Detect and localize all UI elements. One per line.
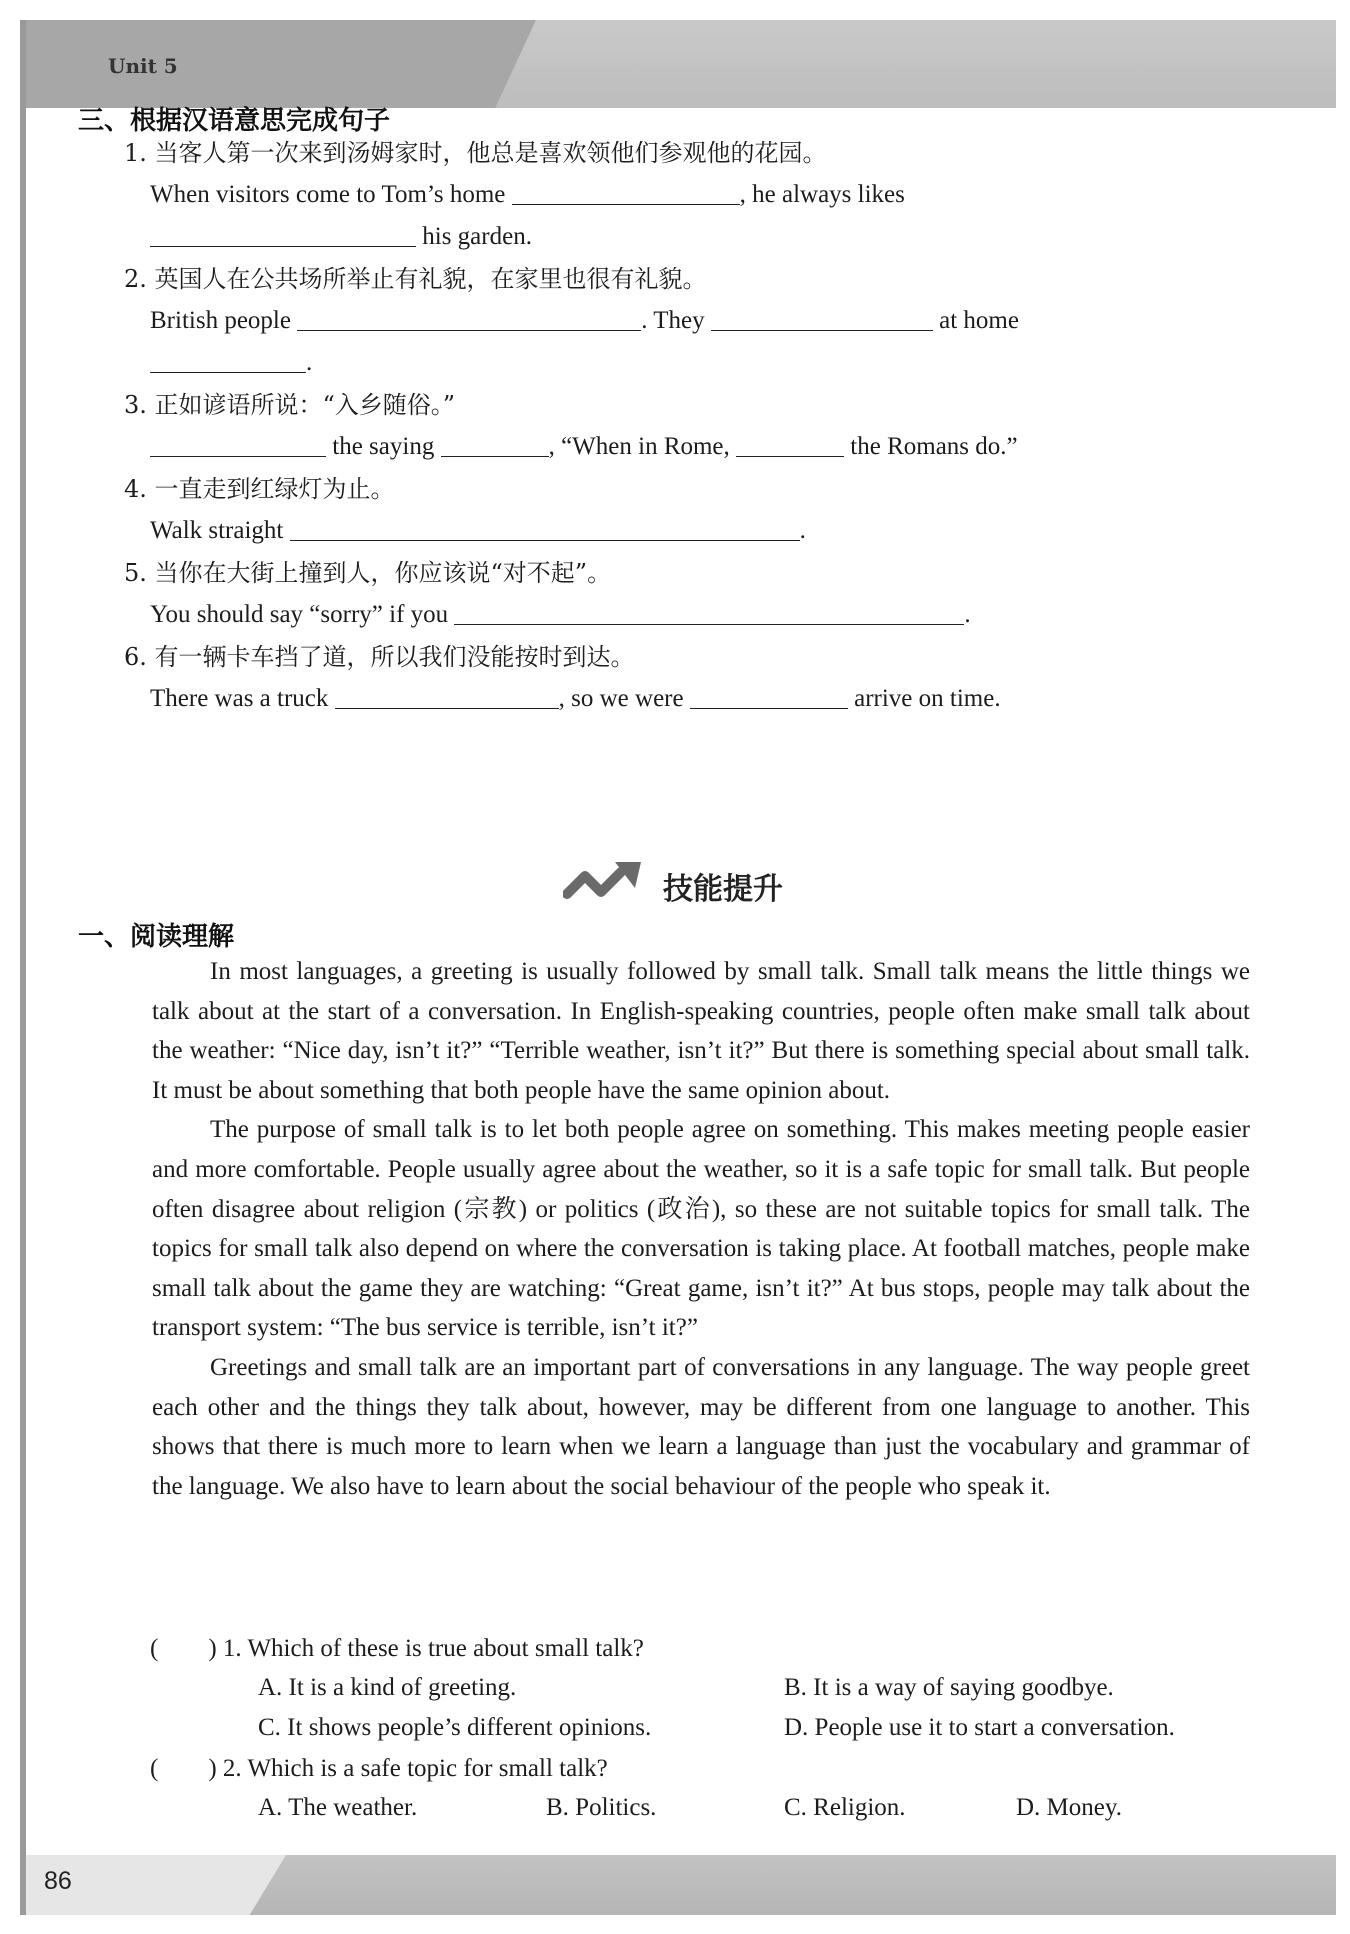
q5-text-b: .: [964, 601, 971, 628]
q6-english-line1: [150, 684, 1001, 714]
passage-paragraph: In most languages, a greeting is usually followed by small talk. Small talk means the little things we talk about at the start of a conversation. In English-speaking countries, people often make small talk about the weather: “Nice day, isn’t it?” “Terrible weather, isn’t it?” But there is something special about small talk. It must be about something that both people have the same opinion about.: [152, 958, 1250, 1104]
passage-paragraph: The purpose of small talk is to let both people agree on something. This makes meeting people easier and more comfortable. People usually agree about the weather, so it is a safe topic for small talk. But people often disagree about religion (宗教) or politics (政治), so these are not suitable topics for small talk. The topics for small talk also depend on where the conversation is taking place. At football matches, people make small talk about the game they are watching: “Great game, isn’t it?” At bus stops, people may talk about the transport system: “The bus service is terrible, isn’t it?”: [152, 1116, 1250, 1342]
q1-english-line2: [150, 222, 532, 252]
q2-english-line1: [150, 306, 1019, 336]
header-band: [26, 20, 1336, 108]
reading-passage: [152, 952, 1250, 1506]
header-accent: [26, 20, 536, 108]
q3-blank-2[interactable]: [441, 432, 549, 457]
question-1-option-a[interactable]: A. It is a kind of greeting.: [258, 1674, 517, 1701]
q2-text-c: at home: [939, 307, 1019, 334]
reading-title: 一、阅读理解: [78, 922, 235, 952]
q1-text-b: , he always likes: [739, 181, 905, 208]
q3-text-c: the Romans do.”: [850, 433, 1018, 460]
q5-text-a: You should say “sorry” if you: [150, 601, 449, 628]
question-2-stem: ( ) 2. Which is a safe topic for small talk?: [150, 1755, 608, 1782]
q1-chinese: 1. 当客人第一次来到汤姆家时，他总是喜欢领他们参观他的花园。: [124, 139, 827, 167]
section-title: 三、根据汉语意思完成句子: [78, 106, 391, 136]
q6-text-b: , so we were: [558, 685, 684, 712]
q4-text-a: Walk straight: [150, 517, 284, 544]
q1-english-line1: [150, 180, 905, 210]
q5-english-line1: [150, 600, 971, 630]
q4-chinese: 4. 一直走到红绿灯为止。: [124, 475, 395, 503]
q4-blank-1[interactable]: [290, 516, 800, 541]
q3-blank-1[interactable]: [150, 432, 326, 457]
q6-blank-1[interactable]: [335, 684, 559, 709]
q6-text-a: There was a truck: [150, 685, 329, 712]
q2-chinese: 2. 英国人在公共场所举止有礼貌，在家里也很有礼貌。: [124, 265, 707, 293]
q5-chinese: 5. 当你在大街上撞到人，你应该说“对不起”。: [124, 559, 612, 587]
trend-arrow-icon: [563, 860, 649, 904]
question-2-option-b[interactable]: B. Politics.: [546, 1794, 657, 1821]
q3-text-b: , “When in Rome,: [548, 433, 730, 460]
q5-blank-1[interactable]: [454, 600, 964, 625]
question-1-option-b[interactable]: B. It is a way of saying goodbye.: [784, 1674, 1114, 1701]
q1-text-a: When visitors come to Tom’s home: [150, 181, 506, 208]
question-2-option-a[interactable]: A. The weather.: [258, 1794, 418, 1821]
q1-blank-1[interactable]: [512, 180, 740, 205]
q4-text-b: .: [799, 517, 806, 544]
q3-blank-3[interactable]: [736, 432, 844, 457]
q2-text-b: . They: [641, 307, 705, 334]
question-2-option-c[interactable]: C. Religion.: [784, 1794, 906, 1821]
q1-blank-2[interactable]: [150, 222, 416, 247]
q3-chinese: 3. 正如谚语所说：“入乡随俗。”: [124, 391, 456, 419]
q2-english-line2: [150, 348, 312, 378]
footer-band: [26, 1855, 1336, 1915]
q1-text-c: his garden.: [422, 223, 532, 250]
question-1-option-d[interactable]: D. People use it to start a conversation.: [784, 1714, 1175, 1741]
workbook-page: [20, 20, 1336, 1915]
skills-title-text: 技能提升: [663, 872, 783, 907]
q3-text-a: the saying: [332, 433, 435, 460]
q2-text-a: British people: [150, 307, 291, 334]
question-1-option-c[interactable]: C. It shows people’s different opinions.: [258, 1714, 652, 1741]
q4-english-line1: [150, 516, 806, 546]
page-number: 86: [44, 1867, 72, 1895]
q2-text-d: .: [306, 349, 313, 376]
q2-blank-1[interactable]: [297, 306, 641, 331]
q6-chinese: 6. 有一辆卡车挡了道，所以我们没能按时到达。: [124, 643, 635, 671]
unit-label: Unit 5: [108, 54, 178, 78]
passage-paragraph: Greetings and small talk are an important part of conversations in any language. The way people greet each other and the things they talk about, however, may be different from one language to another. This shows that there is much more to learn when we learn a language than just the vocabulary and grammar of the language. We also have to learn about the social behaviour of the people who speak it.: [152, 1353, 1250, 1500]
q6-text-c: arrive on time.: [854, 685, 1001, 712]
q3-english-line1: [150, 432, 1018, 462]
q6-blank-2[interactable]: [690, 684, 848, 709]
q2-blank-2[interactable]: [711, 306, 933, 331]
q2-blank-3[interactable]: [150, 348, 306, 373]
question-1-stem: ( ) 1. Which of these is true about small talk?: [150, 1635, 644, 1662]
question-2-option-d[interactable]: D. Money.: [1016, 1794, 1123, 1821]
